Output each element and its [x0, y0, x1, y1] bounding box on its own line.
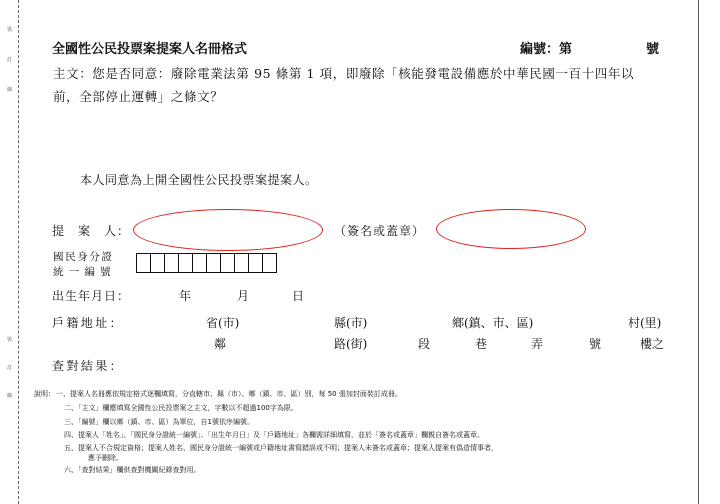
id-digit-cell[interactable]	[178, 253, 193, 273]
address-township-unit: 鄉(鎮、市、區)	[452, 316, 534, 330]
address-alley-unit: 弄	[531, 337, 544, 351]
id-digit-cell[interactable]	[262, 253, 277, 273]
id-digit-cell[interactable]	[136, 253, 151, 273]
address-floor-unit: 樓之	[640, 337, 665, 351]
signature-mark-name	[133, 209, 323, 251]
address-neighborhood-unit: 鄰	[214, 337, 227, 351]
check-result-label: 查對結果：	[52, 359, 125, 373]
id-number-grid[interactable]	[136, 253, 276, 273]
id-digit-cell[interactable]	[248, 253, 263, 273]
address-village-unit: 村(里)	[628, 316, 662, 330]
signature-label: （簽名或蓋章）	[334, 224, 426, 238]
consent-statement: 本人同意為上開全國性公民投票案提案人。	[80, 173, 318, 187]
form-title: 全國性公民投票案提案人名冊格式	[52, 42, 248, 57]
id-label-line1: 國民身分證	[53, 251, 114, 263]
birth-year-unit: 年	[179, 289, 192, 303]
proposer-label: 提 案 人：	[52, 224, 131, 238]
main-text-line2: 前，全部停止運轉」之條文？	[53, 89, 224, 104]
note-item: 一、提案人名冊應依規定格式逐欄填寫，分直轄市、縣（市）、鄉（鎮、市、區）別，每 50 張加封面裝訂成冊。	[56, 390, 402, 398]
page-edge-rule	[698, 0, 699, 504]
note-item: 六、「查對結果」欄供查對機關紀錄查對用。	[64, 466, 201, 474]
birth-month-unit: 月	[237, 289, 250, 303]
note-item: 二、「主文」欄應填寫全國性公民投票案之主文，字數以不超過100字為限。	[64, 404, 298, 412]
binding-char: 線	[7, 87, 13, 93]
address-label: 戶籍地址：	[52, 316, 125, 330]
binding-char: 訂	[7, 57, 13, 63]
note-item: 三、「編號」欄以鄉（鎮、市、區）為單位，自1號依序編號。	[64, 418, 254, 426]
birth-date-label: 出生年月日：	[52, 289, 131, 303]
main-text-line1: 主文：您是否同意：廢除電業法第 95 條第 1 項，即廢除「核能發電設備應於中華民國一百十四年以	[53, 66, 635, 81]
binding-dashed-line	[18, 0, 19, 504]
id-digit-cell[interactable]	[220, 253, 235, 273]
id-digit-cell[interactable]	[234, 253, 249, 273]
binding-char: 線	[7, 393, 13, 399]
id-digit-cell[interactable]	[164, 253, 179, 273]
number-suffix: 號	[646, 42, 660, 57]
address-county-unit: 縣(市)	[334, 316, 368, 330]
id-digit-cell[interactable]	[206, 253, 221, 273]
note-item: 五、提案人不合規定資格；提案人姓名、國民身分證統一編號或戶籍地址書寫錯誤或不明；提案人未簽名或蓋章；提案人提案有偽造情事者，	[64, 444, 498, 452]
id-label-line2: 統一編號	[53, 266, 116, 278]
binding-char: 裝	[7, 27, 13, 33]
notes-heading: 說明：	[34, 390, 55, 398]
address-number-unit: 號	[589, 337, 602, 351]
address-province-unit: 省(市)	[206, 316, 240, 330]
id-digit-cell[interactable]	[192, 253, 207, 273]
id-digit-cell[interactable]	[150, 253, 165, 273]
binding-char: 訂	[7, 365, 13, 371]
address-road-unit: 路(街)	[334, 337, 368, 351]
signature-mark-stamp	[436, 209, 586, 249]
birth-day-unit: 日	[292, 289, 305, 303]
binding-margin	[0, 0, 22, 504]
address-lane-unit: 巷	[475, 337, 488, 351]
note-item-continuation: 應予刪除。	[88, 454, 123, 462]
number-label: 編號：第	[520, 42, 573, 57]
address-section-unit: 段	[418, 337, 431, 351]
note-item: 四、提案人「姓名」、「國民身分證統一編號」、「出生年月日」及「戶籍地址」各欄需詳細填寫，並於「簽名或蓋章」欄親自簽名或蓋章。	[64, 431, 484, 439]
binding-char: 裝	[7, 337, 13, 343]
